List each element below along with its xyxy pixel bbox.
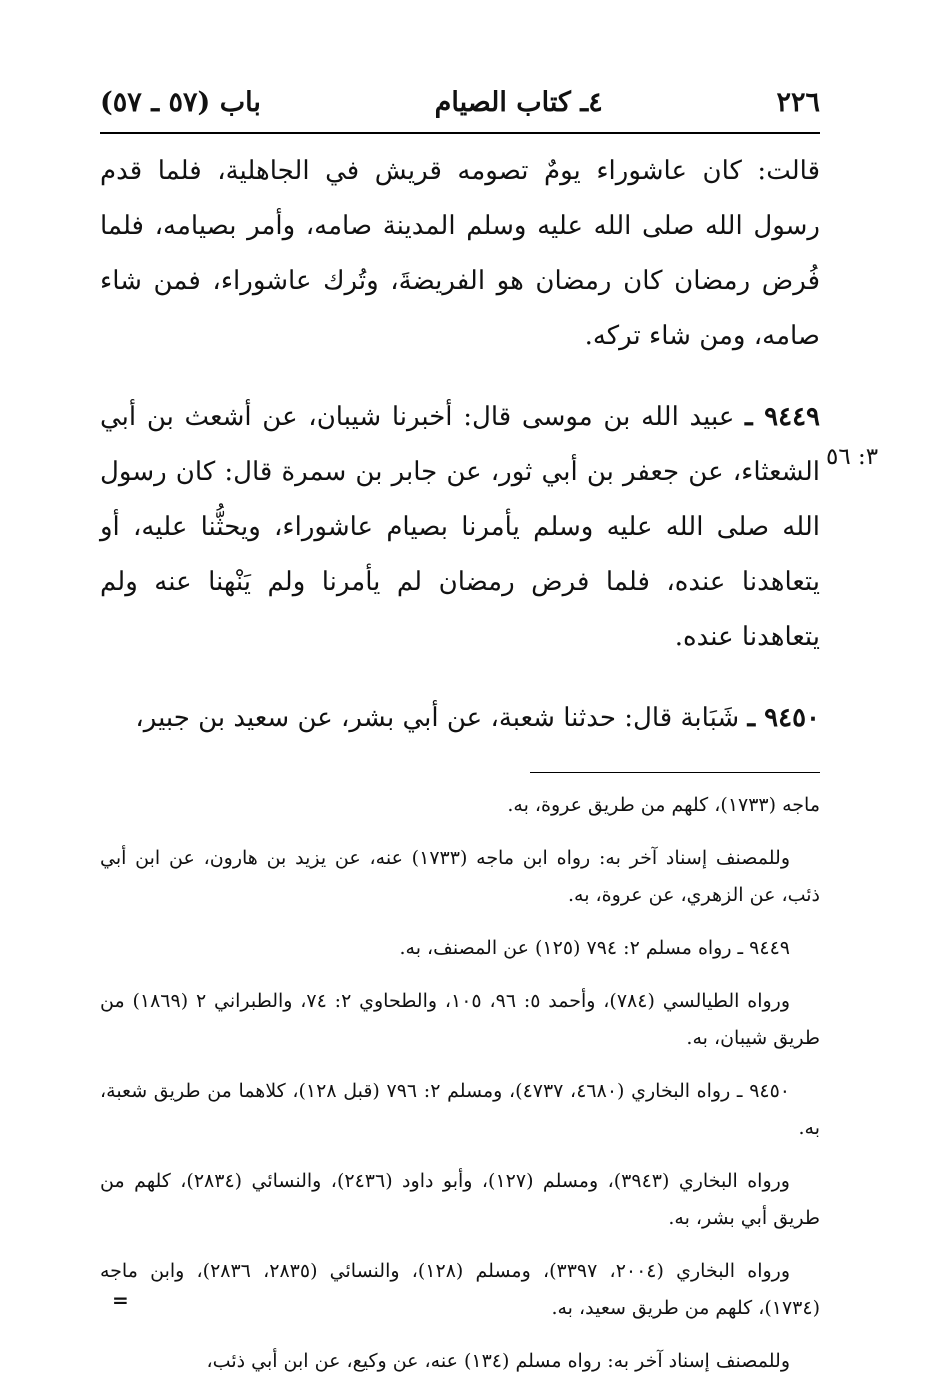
footnote: ٩٤٥٠ ـ رواه البخاري (٤٦٨٠، ٤٧٣٧)، ومسلم ٢: ٧٩٦ (قبل ١٢٨)، كلاهما من طريق شعبة، به. [100,1080,820,1139]
footnote: ورواه الطيالسي (٧٨٤)، وأحمد ٥: ٩٦، ١٠٥، والطحاوي ٢: ٧٤، والطبراني ٢ (١٨٦٩) من طريق شيبان، به. [100,990,820,1049]
hadith-number: ٩٤٤٩ ـ [745,402,820,432]
hadith-text: عبيد الله بن موسى قال: أخبرنا شيبان، عن أشعث بن أبي الشعثاء، عن جعفر بن أبي ثور، عن جابر بن سمرة قال: كان رسول الله صلى الله عليه وسلم يأمرنا بصيام عاشوراء، ويحثُّنا عليه، أو يتعاهدنا عنده، فلما فرض رمضان لم يأمرنا ولم يَنْهنا عنه ولم يتعاهدنا عنده. [100,402,820,652]
hadith-text: شَبَابة قال: حدثنا شعبة، عن أبي بشر، عن سعيد بن جبير، [135,703,740,733]
footnote: ٩٤٤٩ ـ رواه مسلم ٢: ٧٩٤ (١٢٥) عن المصنف، به. [399,937,790,959]
running-header [100,78,820,118]
margin-reference: ٣: ٥٦ [826,444,879,470]
footnote-rule [530,772,820,773]
header-rule [100,132,820,134]
book-title: ٤ـ كتاب الصيام [434,87,603,118]
footnotes [100,787,820,1380]
hadith-9449 [100,390,820,665]
page-number: ٢٢٦ [776,87,820,118]
hadith-9450 [100,691,820,746]
footnote: ماجه (١٧٣٣)، كلهم من طريق عروة، به. [507,794,820,816]
continuation-mark: = [112,1288,129,1312]
hadith-number: ٩٤٥٠ ـ [747,703,820,733]
paragraph-continuation: قالت: كان عاشوراء يومٌ تصومه قريش في الجاهلية، فلما قدم رسول الله صلى الله عليه وسلم المدينة صامه، وأمر بصيامه، فلما فُرض رمضان كان رمضان هو الفريضةَ، وتُرك عاشوراء، فمن شاء صامه، ومن شاء تركه. [100,156,820,351]
footnote: وللمصنف إسناد آخر به: رواه ابن ماجه (١٧٣٣) عنه، عن يزيد بن هارون، عن ابن أبي ذئب، عن الزهري، عن عروة، به. [100,847,820,906]
page [100,78,820,1396]
footnote: وللمصنف إسناد آخر به: رواه مسلم (١٣٤) عنه، عن وكيع، عن ابن أبي ذئب، [206,1350,790,1372]
footnote: ورواه البخاري (٢٠٠٤، ٣٣٩٧)، ومسلم (١٢٨)، والنسائي (٢٨٣٥، ٢٨٣٦)، وابن ماجه (١٧٣٤)، كلهم من طريق سعيد، به. [100,1260,820,1319]
footnote: ورواه البخاري (٣٩٤٣)، ومسلم (١٢٧)، وأبو داود (٢٤٣٦)، والنسائي (٢٨٣٤)، كلهم من طريق أبي بشر، به. [100,1170,820,1229]
chapter-label: باب (٥٧ ـ ٥٧) [100,87,261,118]
main-text [100,144,820,746]
